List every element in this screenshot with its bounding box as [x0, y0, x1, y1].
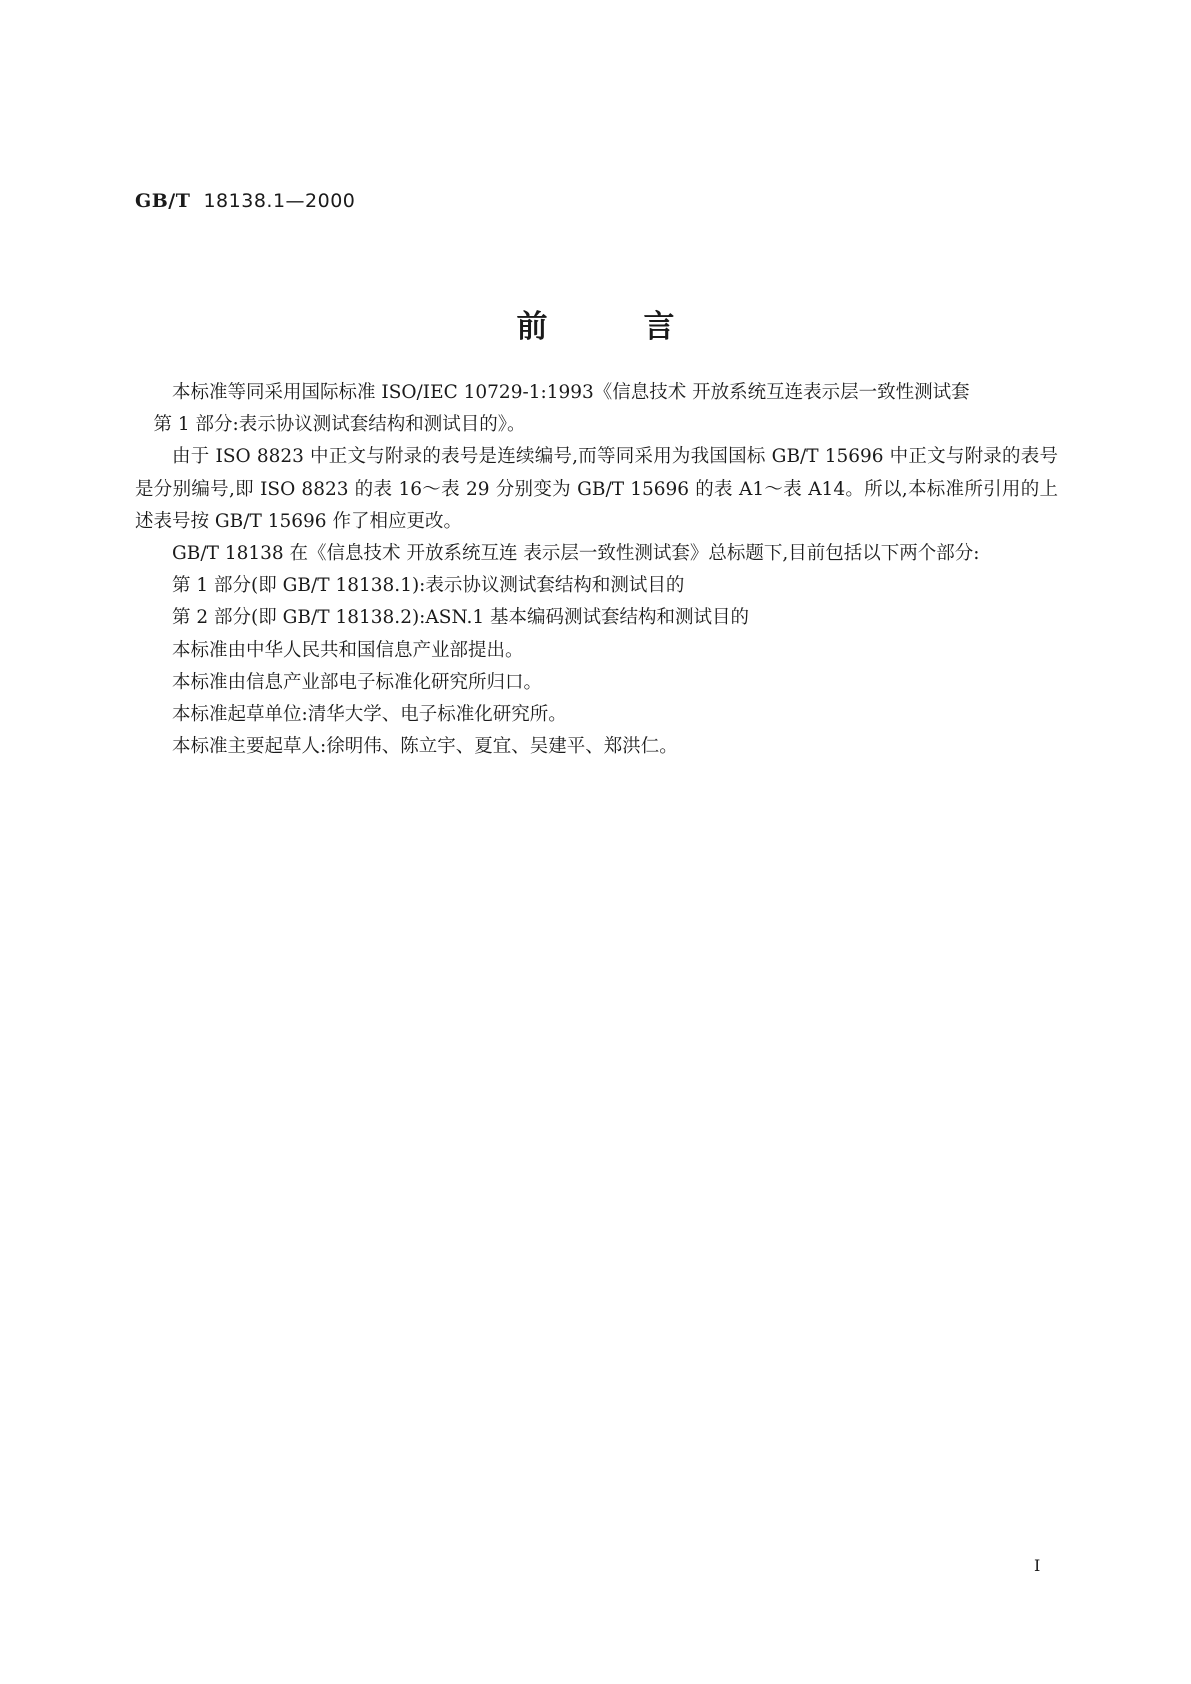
standard-code-number: 18138.1—2000 [203, 190, 356, 212]
paragraph-proposer: 本标准由中华人民共和国信息产业部提出。 [172, 639, 524, 661]
paragraph-adoption-continued: 第 1 部分:表示协议测试套结构和测试目的》。 [153, 414, 526, 436]
paragraph-drafting-units: 本标准起草单位:清华大学、电子标准化研究所。 [172, 704, 567, 726]
foreword-body [135, 377, 1058, 763]
paragraph-table-numbering: 由于 ISO 8823 中正文与附录的表号是连续编号,而等同采用为我国国标 GB/T 15696 中正文与附录的表号是分别编号,即 ISO 8823 的表 16～表 29 分别变为 GB/T 15696 的表 A1～表 A14。所以,本标准所引用的上述表号按 GB/T 15696 作了相应更改。 [135, 446, 1058, 532]
paragraph-adoption: 本标准等同采用国际标准 ISO/IEC 10729-1:1993《信息技术 开放系统互连表示层一致性测试套 [172, 382, 970, 403]
paragraph-series-parts: GB/T 18138 在《信息技术 开放系统互连 表示层一致性测试套》总标题下,目前包括以下两个部分: [172, 543, 980, 565]
standard-code [135, 190, 355, 212]
paragraph-part-1: 第 1 部分(即 GB/T 18138.1):表示协议测试套结构和测试目的 [172, 575, 685, 597]
page-number: I [1034, 1556, 1041, 1575]
standard-code-prefix: GB/T [135, 190, 191, 212]
page-title: 前言 [516, 309, 771, 345]
paragraph-part-2: 第 2 部分(即 GB/T 18138.2):ASN.1 基本编码测试套结构和测试目的 [172, 607, 749, 629]
paragraph-drafters: 本标准主要起草人:徐明伟、陈立宇、夏宜、吴建平、郑洪仁。 [172, 736, 678, 758]
paragraph-administrator: 本标准由信息产业部电子标准化研究所归口。 [172, 671, 543, 693]
